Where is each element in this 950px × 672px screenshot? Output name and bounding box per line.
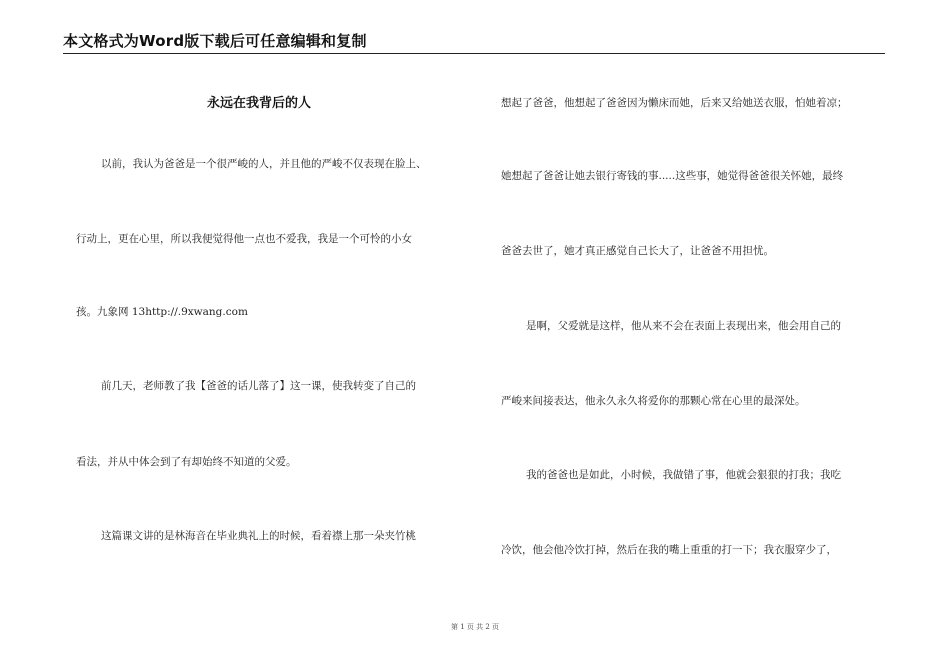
text-line: 是啊，父爱就是这样，他从来不会在表面上表现出来，他会用自己的: [526, 320, 841, 332]
text-line: 她想起了爸爸让她去银行寄钱的事.....这些事，她觉得爸爸很关怀她，最终: [501, 170, 844, 182]
text-line: 孩。九象网 13http://.9xwang.com: [76, 306, 248, 318]
text-line: 我的爸爸也是如此，小时候，我做错了事，他就会狠狠的打我；我吃: [526, 469, 841, 481]
page-number: 第 1 页 共 2 页: [450, 623, 500, 631]
text-line: 爸爸去世了，她才真正感觉自己长大了，让爸爸不用担忧。: [501, 245, 774, 257]
text-line: 以前，我认为爸爸是一个很严峻的人，并且他的严峻不仅表现在脸上、: [101, 158, 427, 170]
text-line: 前几天，老师教了我【爸爸的话儿落了】这一课，使我转变了自己的: [101, 380, 416, 392]
article-title: 永远在我背后的人: [207, 96, 312, 111]
text-line: 冷饮，他会他冷饮打掉，然后在我的嘴上重重的打一下；我衣服穿少了，: [501, 544, 837, 556]
text-line: 严峻来间接表达，他永久永久将爱你的那颗心常在心里的最深处。: [501, 395, 806, 407]
text-line: 这篇课文讲的是林海音在毕业典礼上的时候，看着襟上那一朵夹竹桃: [101, 530, 416, 542]
text-line: 看法，并从中体会到了有却始终不知道的父爱。: [76, 456, 297, 468]
text-line: 想起了爸爸，他想起了爸爸因为懒床而她，后来又给她送衣服，怕她着凉；: [501, 97, 848, 109]
text-line: 行动上，更在心里，所以我便觉得他一点也不爱我，我是一个可怜的小女: [76, 233, 412, 245]
document-banner: 本文格式为Word版下载后可任意编辑和复制: [63, 32, 367, 50]
banner-divider: [63, 53, 885, 54]
